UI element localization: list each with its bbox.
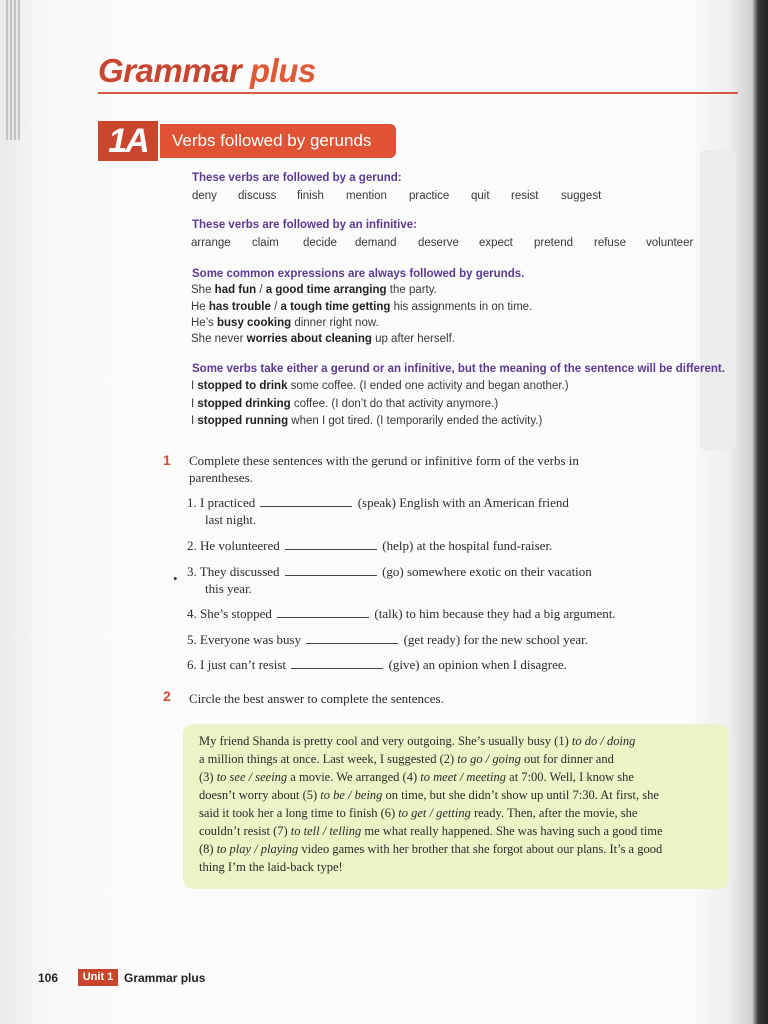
story-line	[199, 860, 343, 875]
answer-blank[interactable]	[285, 547, 377, 550]
story-line	[199, 752, 614, 767]
answer-choice[interactable]: to get / getting	[398, 806, 471, 820]
infinitive-verb: volunteer	[646, 237, 694, 249]
story-text-segment: said it took her a long time to finish (6)	[199, 806, 399, 820]
item-text-before: He volunteered	[200, 538, 284, 553]
story-text-segment: thing I’m the laid-back type!	[199, 860, 343, 874]
item-number: 5.	[187, 632, 200, 647]
exercise-2-number: 2	[163, 688, 171, 704]
item-text-before: I practiced	[200, 495, 259, 510]
exercise-1-instruction	[189, 452, 579, 486]
infinitive-verb: pretend	[534, 237, 574, 249]
answer-choice[interactable]: to tell / telling	[290, 824, 362, 838]
item-number: 3.	[187, 564, 200, 579]
expression-line	[191, 301, 532, 313]
page-shadow	[700, 150, 736, 450]
answer-choice[interactable]: to see / seeing	[216, 770, 288, 784]
item-text-before: Everyone was busy	[200, 632, 305, 647]
expression-text: She	[191, 284, 215, 296]
exercise-2-instruction: Circle the best answer to complete the sentences.	[189, 691, 444, 706]
expression-text: He	[191, 301, 209, 313]
exercise-1-item	[187, 564, 592, 580]
item-text-after: (give) an opinion when I disagree.	[385, 657, 567, 672]
item-text-after: (get ready) for the new school year.	[400, 632, 589, 647]
example-text: when I got tired. (I temporarily ended the activity.)	[288, 415, 543, 427]
story-text-segment: on time, but she didn’t show up until 7:30. At first, she	[382, 788, 659, 802]
binding-spine	[6, 0, 20, 140]
page-title-word-2: plus	[249, 52, 316, 89]
expression-line	[191, 317, 379, 329]
infinitive-verb: refuse	[594, 237, 626, 249]
story-line	[199, 806, 637, 821]
either-example-line	[191, 380, 569, 392]
answer-choice[interactable]: to do / doing	[571, 734, 636, 748]
story-text-segment: couldn’t resist (7)	[199, 824, 291, 838]
story-text-segment: a million things at once. Last week, I suggested (2)	[199, 752, 458, 766]
gerund-verb: deny	[192, 190, 217, 202]
item-text-after: (help) at the hospital fund-raiser.	[379, 538, 553, 553]
item-number: 1.	[187, 495, 200, 510]
gerund-heading: These verbs are followed by a gerund:	[192, 172, 402, 184]
answer-choice[interactable]: to play / playing	[216, 842, 299, 856]
expression-line	[191, 284, 437, 296]
story-text-segment: at 7:00. Well, I know she	[506, 770, 634, 784]
story-line	[199, 734, 635, 749]
item-number: 6.	[187, 657, 200, 672]
example-text: coffee. (I don’t do that activity anymore.)	[290, 398, 499, 410]
answer-choice[interactable]: to go / going	[457, 752, 521, 766]
story-text-segment: video games with her brother that she forgot about our plans. It’s a good	[298, 842, 663, 856]
expression-text: He’s	[191, 317, 217, 329]
infinitive-verb: decide	[303, 237, 337, 249]
exercise-1-item	[187, 632, 588, 648]
answer-blank[interactable]	[285, 573, 377, 576]
story-text-segment: ready. Then, after the movie, she	[470, 806, 638, 820]
answer-blank[interactable]	[277, 615, 369, 618]
example-bold: stopped drinking	[197, 398, 291, 410]
expression-bold: busy cooking	[217, 317, 292, 329]
example-bold: stopped to drink	[197, 380, 288, 392]
story-text-segment: My friend Shanda is pretty cool and very outgoing. She’s usually busy (1)	[199, 734, 572, 748]
footer-label: Grammar plus	[124, 971, 206, 985]
expression-text: the party.	[386, 284, 437, 296]
page-title	[98, 52, 316, 90]
stray-mark: •	[173, 571, 178, 586]
exercise-1-item-continuation: last night.	[205, 512, 257, 527]
expression-bold: had fun	[214, 284, 257, 296]
answer-blank[interactable]	[306, 641, 398, 644]
story-line	[199, 842, 662, 857]
expressions-heading: Some common expressions are always followed by gerunds.	[192, 268, 525, 280]
infinitive-verb: arrange	[191, 237, 231, 249]
exercise-1-item	[187, 657, 567, 673]
infinitive-verb: expect	[479, 237, 513, 249]
expression-slash: /	[270, 301, 281, 313]
gerund-verb: suggest	[561, 190, 602, 202]
expression-text: dinner right now.	[291, 317, 379, 329]
expression-bold: a good time arranging	[265, 284, 387, 296]
infinitive-verb: demand	[355, 237, 397, 249]
story-text-segment: a movie. We arranged (4)	[287, 770, 421, 784]
exercise-1-item-continuation: this year.	[205, 581, 252, 596]
example-text: I	[191, 380, 198, 392]
item-text-before: I just can’t resist	[200, 657, 290, 672]
section-code-badge: 1A	[98, 121, 158, 161]
either-example-line	[191, 415, 542, 427]
item-text-before: They discussed	[199, 564, 283, 579]
answer-choice[interactable]: to be / being	[320, 788, 383, 802]
story-text-segment: (8)	[199, 842, 217, 856]
story-line	[199, 770, 634, 785]
title-rule	[98, 92, 738, 94]
example-text: I	[191, 398, 198, 410]
page-title-word-1: Grammar	[98, 52, 242, 89]
gerund-verb: resist	[511, 190, 539, 202]
page-number: 106	[38, 971, 59, 985]
answer-blank[interactable]	[260, 504, 352, 507]
exercise-1-instruction-line-2: parentheses.	[189, 470, 253, 485]
story-line	[199, 788, 659, 803]
example-bold: stopped running	[197, 415, 289, 427]
item-text-after: (talk) to him because they had a big argument.	[371, 606, 616, 621]
example-text: I	[191, 415, 198, 427]
answer-blank[interactable]	[291, 666, 383, 669]
item-number: 2.	[187, 538, 200, 553]
gerund-verb: mention	[346, 190, 387, 202]
story-line	[199, 824, 663, 839]
expression-bold: worries about cleaning	[246, 333, 372, 345]
unit-badge: Unit 1	[78, 969, 118, 986]
exercise-1-number: 1	[163, 452, 171, 468]
expression-slash: /	[256, 284, 266, 296]
item-number: 4.	[187, 606, 200, 621]
exercise-1-item	[187, 538, 552, 554]
infinitive-heading: These verbs are followed by an infinitive:	[192, 219, 417, 231]
infinitive-verb: deserve	[418, 237, 459, 249]
answer-choice[interactable]: to meet / meeting	[420, 770, 507, 784]
exercise-1-instruction-line-1: Complete these sentences with the gerund or infinitive form of the verbs in	[189, 453, 579, 468]
story-text-segment: (3)	[199, 770, 217, 784]
either-heading: Some verbs take either a gerund or an infinitive, but the meaning of the sentence will be different.	[192, 363, 725, 375]
expression-bold: a tough time getting	[280, 301, 391, 313]
either-example-line	[191, 398, 498, 410]
example-text: some coffee. (I ended one activity and began another.)	[287, 380, 569, 392]
expression-text: She never	[191, 333, 247, 345]
story-text-segment: me what really happened. She was having such a good time	[361, 824, 663, 838]
infinitive-verb: claim	[252, 237, 279, 249]
story-text-segment: out for dinner and	[520, 752, 614, 766]
expression-text: up after herself.	[371, 333, 455, 345]
item-text-before: She’s stopped	[200, 606, 276, 621]
gerund-verb: practice	[409, 190, 450, 202]
exercise-1-item	[187, 606, 616, 622]
expression-bold: has trouble	[208, 301, 271, 313]
item-text-after: (speak) English with an American friend	[354, 495, 569, 510]
section-title: Verbs followed by gerunds	[160, 124, 396, 158]
item-text-after: (go) somewhere exotic on their vacation	[378, 564, 592, 579]
expression-text: his assignments in on time.	[390, 301, 533, 313]
expression-line	[191, 333, 455, 345]
gerund-verb: quit	[471, 190, 490, 202]
story-text-segment: doesn’t worry about (5)	[199, 788, 321, 802]
gerund-verb: discuss	[238, 190, 277, 202]
gerund-verb: finish	[297, 190, 324, 202]
exercise-1-item	[187, 495, 569, 511]
